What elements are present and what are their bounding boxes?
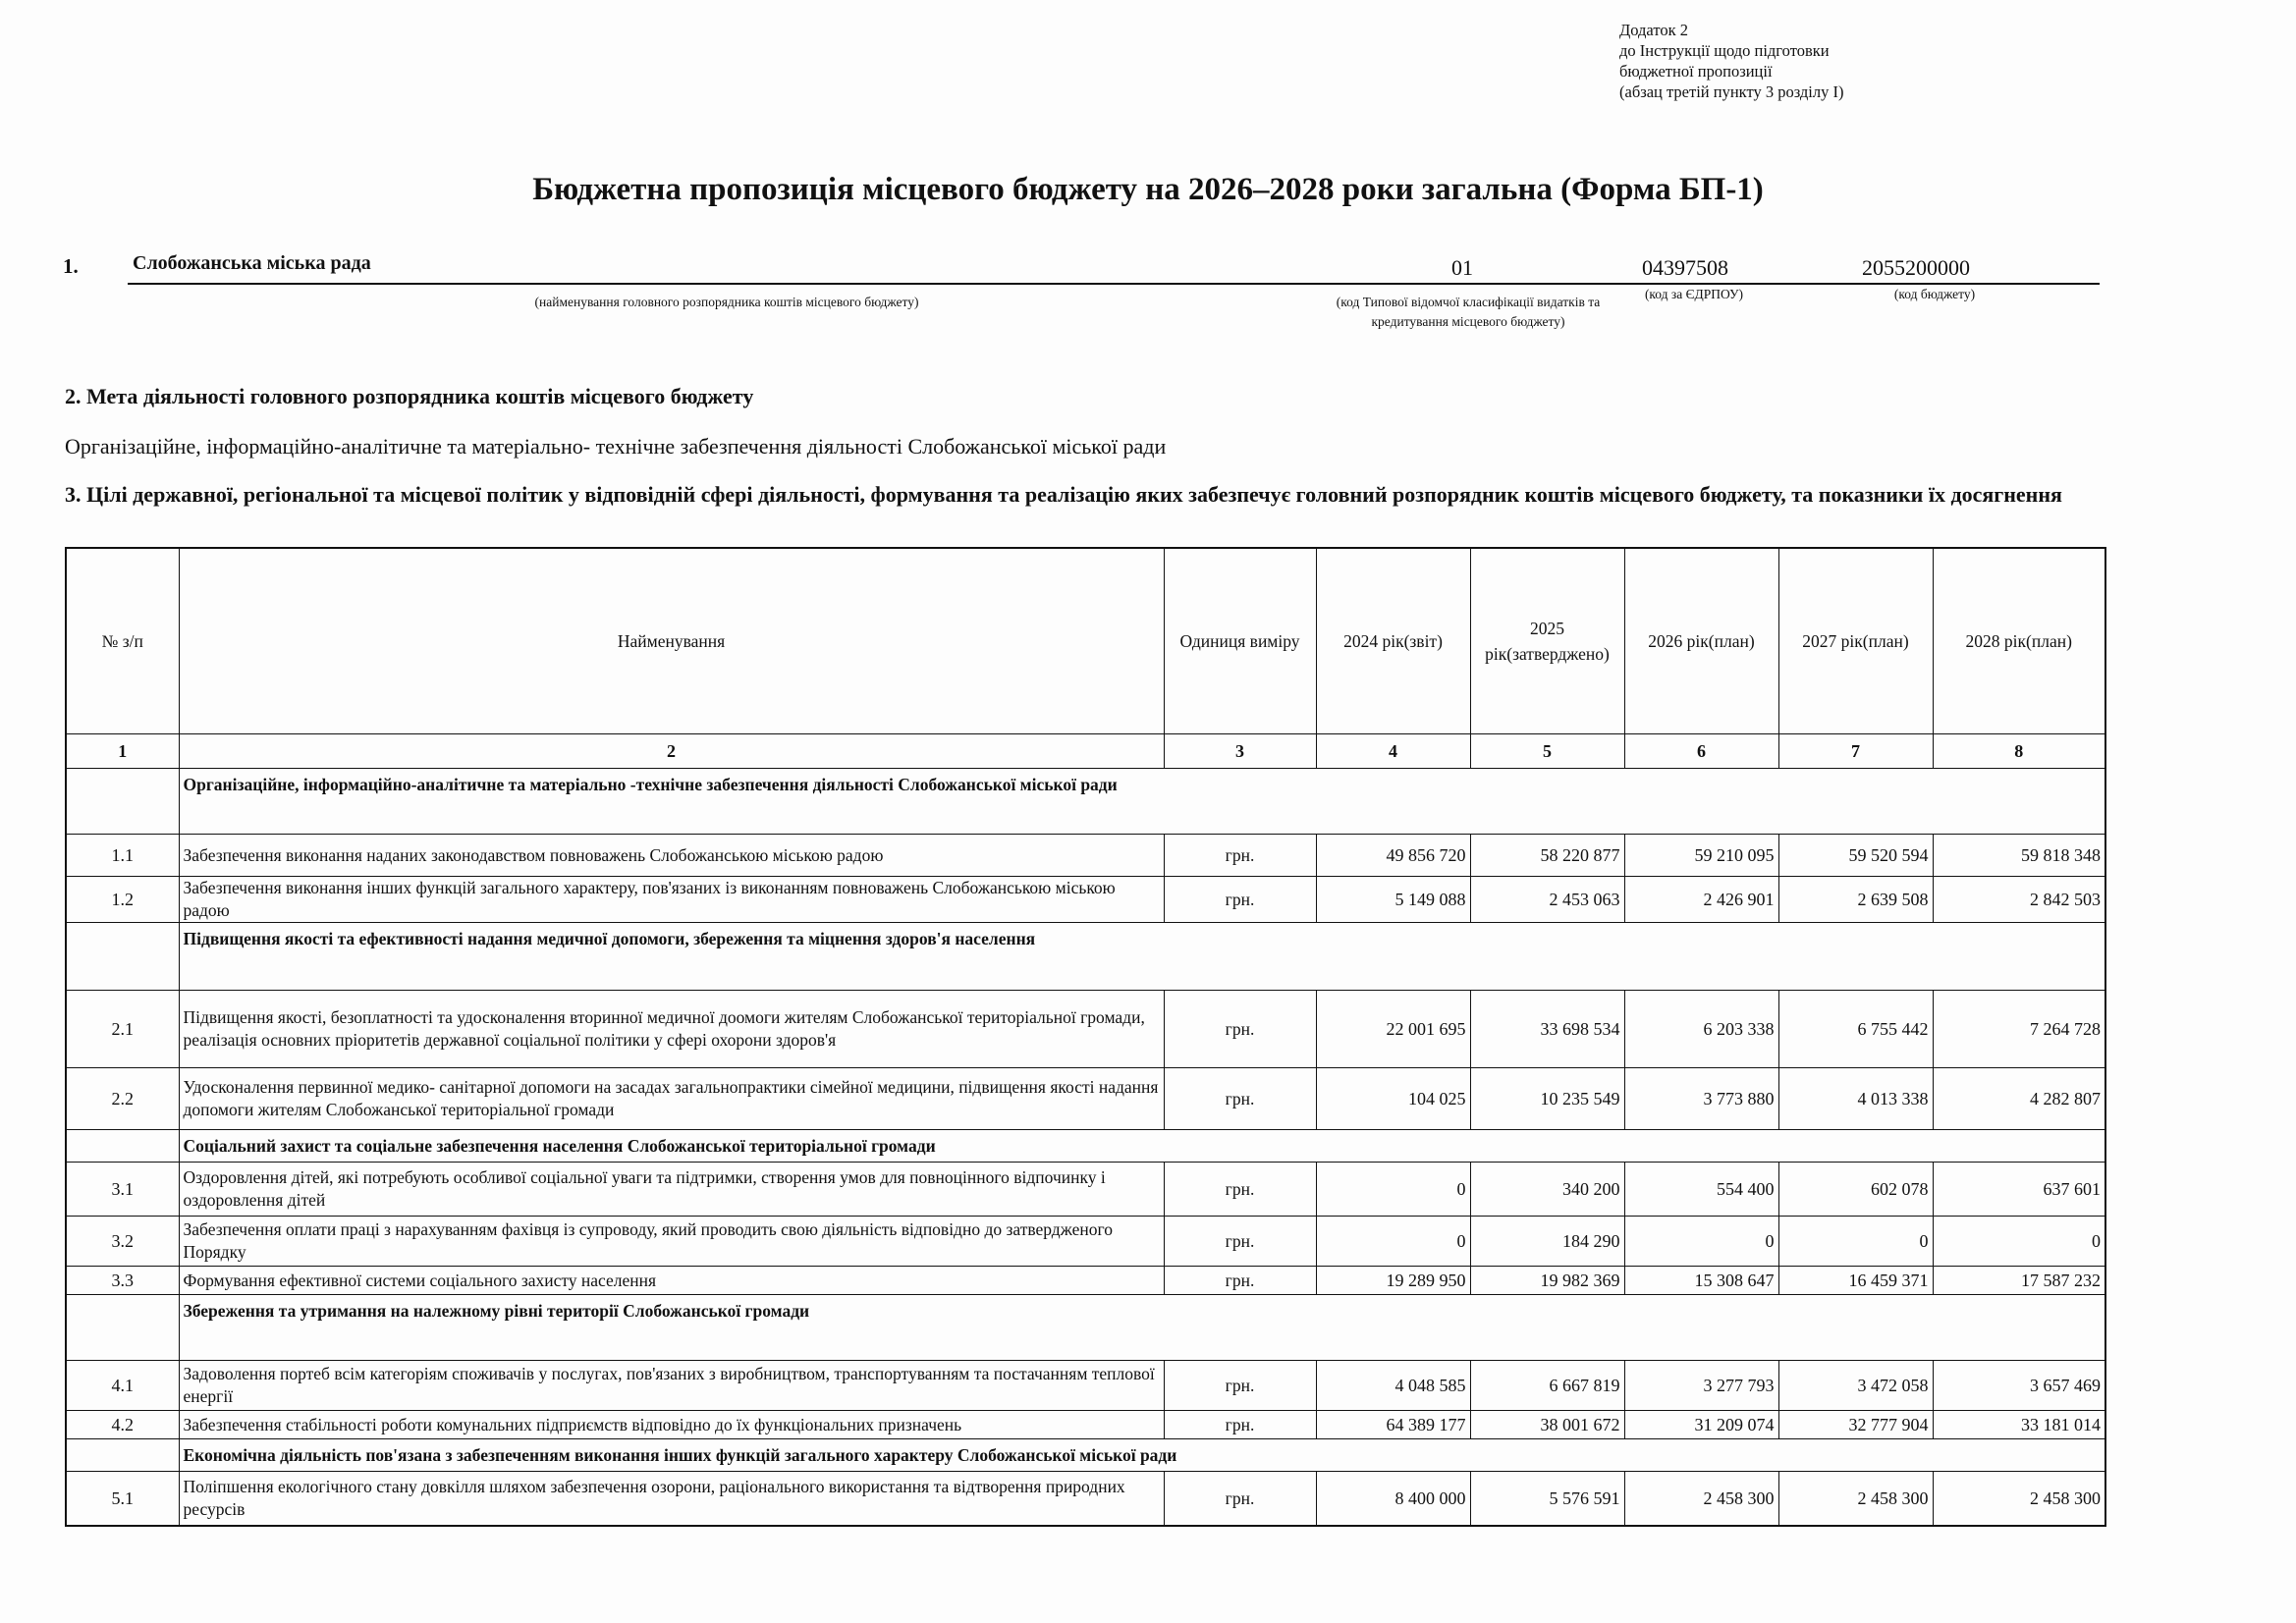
caption-tpkv: (код Типової відомчої класифікації видатків та кредитування місцевого бюджету) xyxy=(1336,295,1601,329)
row-unit: грн. xyxy=(1164,877,1316,923)
value-2026: 2 426 901 xyxy=(1624,877,1778,923)
row-name: Забезпечення оплати праці з нарахуванням фахівця із супроводу, який проводить свою діяльність відповідно до затвердженого Порядку xyxy=(179,1217,1164,1267)
value-2025: 5 576 591 xyxy=(1470,1472,1624,1527)
value-2028: 59 818 348 xyxy=(1933,835,2105,877)
value-2028: 7 264 728 xyxy=(1933,991,2105,1068)
header-2025-year: 2025 xyxy=(1530,619,1564,638)
row-name: Підвищення якості, безоплатності та удосконалення вторинної медичної доомоги жителям Слобожанської територіальної громади, реалізація основних пріоритетів державної соціальної політики у сфері охорони здоров'я xyxy=(179,991,1164,1068)
header-unit: Одиниця виміру xyxy=(1164,548,1316,734)
row-name: Удосконалення первинної медико- санітарної допомоги на засадах загальнопрактики сімейної медицини, підвищення якості надання допомоги жителям Слобожанської територіальної громади xyxy=(179,1068,1164,1130)
value-2026: 554 400 xyxy=(1624,1163,1778,1217)
group-title: Збереження та утримання на належному рівні території Слобожанської громади xyxy=(179,1295,2105,1361)
value-2028: 33 181 014 xyxy=(1933,1411,2105,1439)
code-budget: 2055200000 xyxy=(1862,255,1970,280)
appendix-note xyxy=(1619,20,1844,102)
row-num: 1.1 xyxy=(66,835,179,877)
value-2026: 31 209 074 xyxy=(1624,1411,1778,1439)
section2-heading: 2. Мета діяльності головного розпорядника коштів місцевого бюджету xyxy=(65,384,754,408)
header-2025 xyxy=(1470,548,1624,734)
row-unit: грн. xyxy=(1164,1068,1316,1130)
value-2024: 8 400 000 xyxy=(1316,1472,1470,1527)
appendix-line: до Інструкції щодо підготовки xyxy=(1619,41,1830,60)
value-2025: 58 220 877 xyxy=(1470,835,1624,877)
row-unit: грн. xyxy=(1164,1163,1316,1217)
org-name: Слобожанська міська рада xyxy=(133,252,371,274)
group-row xyxy=(66,1130,2105,1163)
row-unit: грн. xyxy=(1164,1361,1316,1411)
row-name: Формування ефективної системи соціального захисту населення xyxy=(179,1267,1164,1295)
value-2026: 0 xyxy=(1624,1217,1778,1267)
row-unit: грн. xyxy=(1164,835,1316,877)
value-2027: 32 777 904 xyxy=(1778,1411,1933,1439)
group-title: Економічна діяльність пов'язана з забезпеченням виконання інших функцій загального характеру Слобожанської міської ради xyxy=(179,1439,2105,1472)
col-number: 3 xyxy=(1164,734,1316,769)
value-2027: 16 459 371 xyxy=(1778,1267,1933,1295)
appendix-line: Додаток 2 xyxy=(1619,21,1688,39)
value-2027: 6 755 442 xyxy=(1778,991,1933,1068)
value-2025: 19 982 369 xyxy=(1470,1267,1624,1295)
row-name: Забезпечення стабільності роботи комунальних підприємств відповідно до їх функціональних призначень xyxy=(179,1411,1164,1439)
group-title: Підвищення якості та ефективності надання медичної допомоги, збереження та міцнення здоров'я населення xyxy=(179,923,2105,991)
value-2026: 3 773 880 xyxy=(1624,1068,1778,1130)
group-empty-cell xyxy=(66,1130,179,1163)
value-2025: 10 235 549 xyxy=(1470,1068,1624,1130)
header-2024: 2024 рік(звіт) xyxy=(1316,548,1470,734)
header-2026: 2026 рік(план) xyxy=(1624,548,1778,734)
section3-heading: 3. Цілі державної, регіональної та місцевої політик у відповідній сфері діяльності, формування та реалізацію яких забезпечує головний розпорядник коштів місцевого бюджету, та показники їх досягнення xyxy=(65,482,2062,507)
value-2024: 0 xyxy=(1316,1217,1470,1267)
row-num: 4.1 xyxy=(66,1361,179,1411)
col-number: 8 xyxy=(1933,734,2105,769)
row-num: 3.1 xyxy=(66,1163,179,1217)
row-num: 2.2 xyxy=(66,1068,179,1130)
row-name: Забезпечення виконання інших функцій загального характеру, пов'язаних із виконанням повноважень Слобожанською міською радою xyxy=(179,877,1164,923)
group-title: Організаційне, інформаційно-аналітичне та матеріально -технічне забезпечення діяльності Слобожанської міської ради xyxy=(179,769,2105,835)
caption-budget: (код бюджету) xyxy=(1893,287,1976,301)
value-2024: 64 389 177 xyxy=(1316,1411,1470,1439)
header-2025-note: рік(затверджено) xyxy=(1485,644,1610,664)
value-2024: 0 xyxy=(1316,1163,1470,1217)
value-2025: 33 698 534 xyxy=(1470,991,1624,1068)
value-2024: 49 856 720 xyxy=(1316,835,1470,877)
header-num: № з/п xyxy=(66,548,179,734)
col-number: 5 xyxy=(1470,734,1624,769)
row-num: 1.2 xyxy=(66,877,179,923)
value-2024: 5 149 088 xyxy=(1316,877,1470,923)
code-edrpou: 04397508 xyxy=(1642,255,1728,280)
appendix-line: (абзац третій пункту 3 розділу I) xyxy=(1619,82,1844,101)
group-title: Соціальний захист та соціальне забезпечення населення Слобожанської територіальної громади xyxy=(179,1130,2105,1163)
value-2028: 2 842 503 xyxy=(1933,877,2105,923)
row-name: Забезпечення виконання наданих законодавством повноважень Слобожанською міською радою xyxy=(179,835,1164,877)
value-2027: 0 xyxy=(1778,1217,1933,1267)
divider-line xyxy=(128,283,2100,285)
value-2028: 0 xyxy=(1933,1217,2105,1267)
row-unit: грн. xyxy=(1164,1217,1316,1267)
row-name: Оздоровлення дітей, які потребують особливої соціальної уваги та підтримки, створення умов для повноцінного відпочинку і оздоровлення дітей xyxy=(179,1163,1164,1217)
section2-text: Організаційне, інформаційно-аналітичне та матеріально- технічне забезпечення діяльності Слобожанської міської ради xyxy=(65,434,1167,459)
section1-number: 1. xyxy=(63,254,79,278)
header-2027: 2027 рік(план) xyxy=(1778,548,1933,734)
row-num: 4.2 xyxy=(66,1411,179,1439)
document-title: Бюджетна пропозиція місцевого бюджету на 2026–2028 роки загальна (Форма БП-1) xyxy=(532,172,1764,207)
value-2028: 3 657 469 xyxy=(1933,1361,2105,1411)
row-unit: грн. xyxy=(1164,1267,1316,1295)
value-2026: 59 210 095 xyxy=(1624,835,1778,877)
code-tpkv: 01 xyxy=(1451,255,1473,280)
group-empty-cell xyxy=(66,769,179,835)
column-number-row xyxy=(66,734,2105,769)
row-num: 2.1 xyxy=(66,991,179,1068)
value-2028: 637 601 xyxy=(1933,1163,2105,1217)
value-2024: 22 001 695 xyxy=(1316,991,1470,1068)
group-empty-cell xyxy=(66,1295,179,1361)
table-row xyxy=(66,1267,2105,1295)
table-row xyxy=(66,1411,2105,1439)
caption-org: (найменування головного розпорядника коштів місцевого бюджету) xyxy=(534,295,919,309)
value-2025: 2 453 063 xyxy=(1470,877,1624,923)
col-number: 1 xyxy=(66,734,179,769)
value-2025: 184 290 xyxy=(1470,1217,1624,1267)
group-row xyxy=(66,1295,2105,1361)
indicators-table xyxy=(65,547,2106,1527)
value-2026: 6 203 338 xyxy=(1624,991,1778,1068)
value-2025: 38 001 672 xyxy=(1470,1411,1624,1439)
appendix-line: бюджетної пропозиції xyxy=(1619,62,1773,81)
value-2026: 2 458 300 xyxy=(1624,1472,1778,1527)
value-2024: 4 048 585 xyxy=(1316,1361,1470,1411)
value-2025: 340 200 xyxy=(1470,1163,1624,1217)
table-row xyxy=(66,1217,2105,1267)
table-row xyxy=(66,1068,2105,1130)
value-2027: 602 078 xyxy=(1778,1163,1933,1217)
row-num: 5.1 xyxy=(66,1472,179,1527)
group-row xyxy=(66,1439,2105,1472)
value-2024: 104 025 xyxy=(1316,1068,1470,1130)
table-row xyxy=(66,877,2105,923)
value-2027: 59 520 594 xyxy=(1778,835,1933,877)
table-row xyxy=(66,1472,2105,1527)
row-name: Поліпшення екологічного стану довкілля шляхом забезпечення озорони, раціонального використання та відтворення природних ресурсів xyxy=(179,1472,1164,1527)
col-number: 2 xyxy=(179,734,1164,769)
value-2025: 6 667 819 xyxy=(1470,1361,1624,1411)
value-2027: 2 458 300 xyxy=(1778,1472,1933,1527)
table-row xyxy=(66,1163,2105,1217)
col-number: 6 xyxy=(1624,734,1778,769)
row-unit: грн. xyxy=(1164,991,1316,1068)
header-2028: 2028 рік(план) xyxy=(1933,548,2105,734)
col-number: 7 xyxy=(1778,734,1933,769)
row-name: Задоволення портеб всім категоріям споживачів у послугах, пов'язаних з виробництвом, транспортуванням та постачанням теплової енергії xyxy=(179,1361,1164,1411)
value-2026: 3 277 793 xyxy=(1624,1361,1778,1411)
row-unit: грн. xyxy=(1164,1411,1316,1439)
col-number: 4 xyxy=(1316,734,1470,769)
header-name: Найменування xyxy=(179,548,1164,734)
table-row xyxy=(66,991,2105,1068)
value-2028: 4 282 807 xyxy=(1933,1068,2105,1130)
value-2027: 3 472 058 xyxy=(1778,1361,1933,1411)
row-num: 3.3 xyxy=(66,1267,179,1295)
value-2028: 17 587 232 xyxy=(1933,1267,2105,1295)
table-row xyxy=(66,835,2105,877)
caption-edrpou: (код за ЄДРПОУ) xyxy=(1644,287,1744,301)
value-2027: 2 639 508 xyxy=(1778,877,1933,923)
row-unit: грн. xyxy=(1164,1472,1316,1527)
group-row xyxy=(66,769,2105,835)
group-empty-cell xyxy=(66,923,179,991)
group-row xyxy=(66,923,2105,991)
group-empty-cell xyxy=(66,1439,179,1472)
table-row xyxy=(66,1361,2105,1411)
row-num: 3.2 xyxy=(66,1217,179,1267)
value-2024: 19 289 950 xyxy=(1316,1267,1470,1295)
value-2026: 15 308 647 xyxy=(1624,1267,1778,1295)
value-2027: 4 013 338 xyxy=(1778,1068,1933,1130)
table-header-row xyxy=(66,548,2105,734)
value-2028: 2 458 300 xyxy=(1933,1472,2105,1527)
